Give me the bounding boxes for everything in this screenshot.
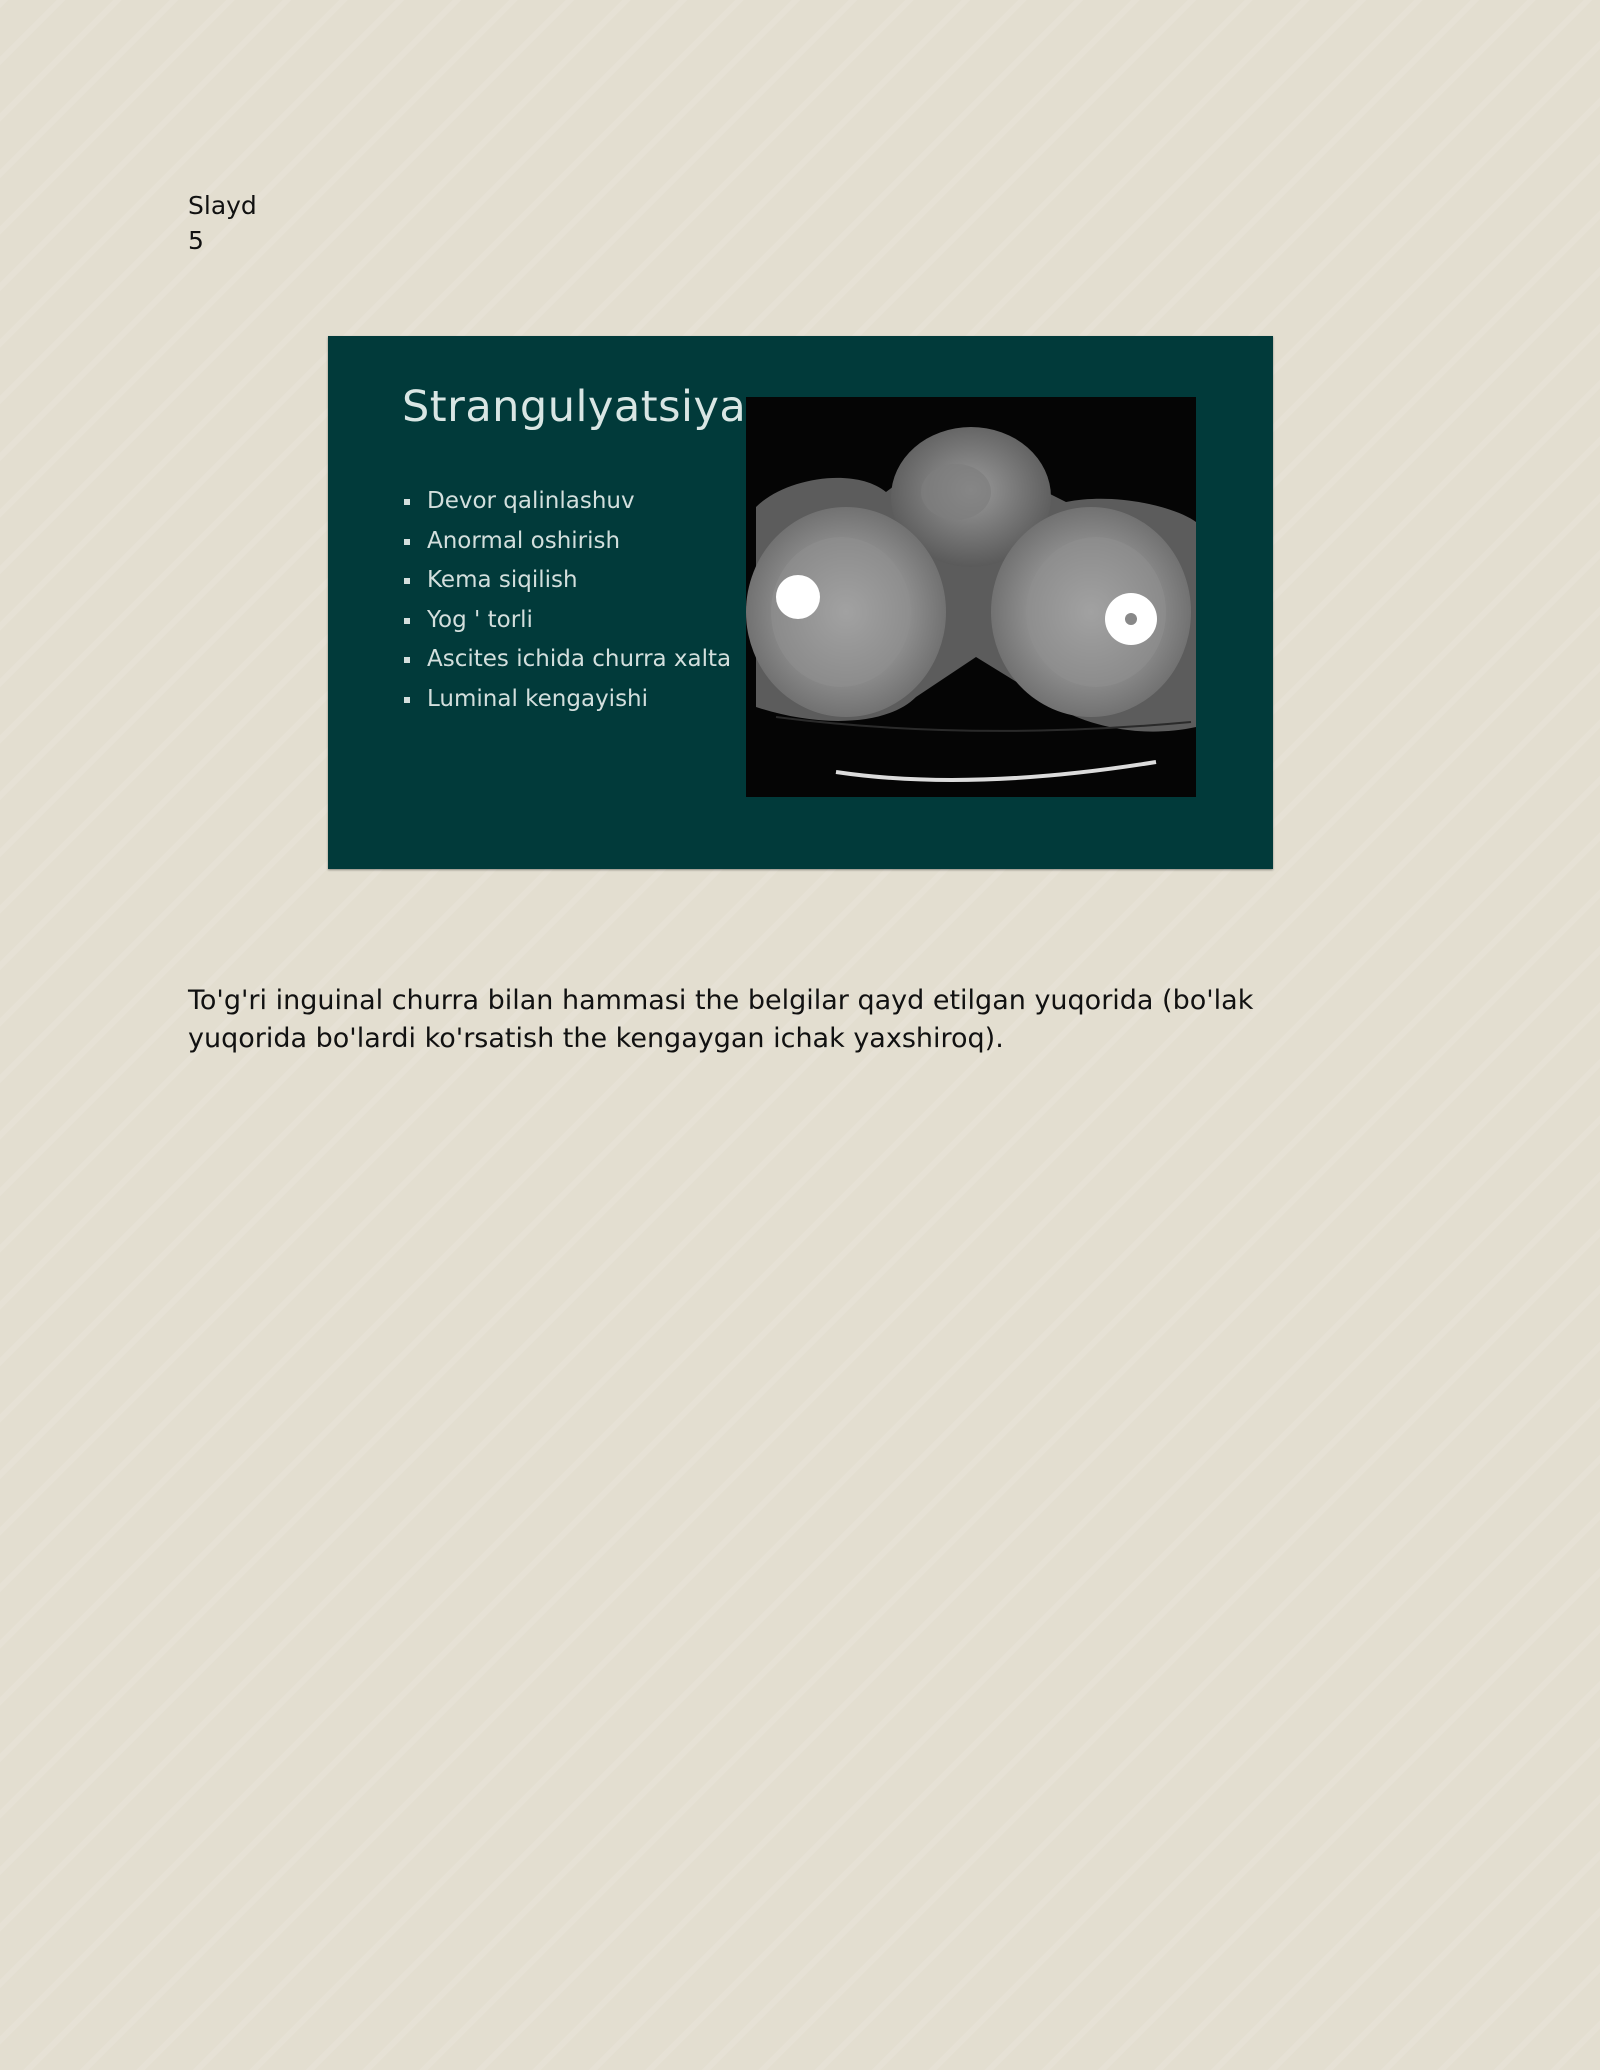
bullet-text: Anormal oshirish [427, 527, 621, 554]
body-paragraph: To'g'ri inguinal churra bilan hammasi the belgilar qayd etilgan yuqorida (bo'lak yuqorida bo'lardi ko'rsatish the kengaygan ichak yaxshiroq). [188, 985, 1254, 1054]
bullet-item [402, 561, 731, 601]
bullet-text: Ascites ichida churra xalta [427, 646, 732, 672]
bullet-item [402, 640, 731, 680]
bullet-item [402, 522, 731, 562]
bullet-text: Kema siqilish [427, 567, 578, 593]
bullet-icon [404, 499, 410, 505]
ct-scan-image [746, 397, 1196, 797]
bullet-item [402, 601, 731, 641]
slide-label-number: 5 [188, 226, 204, 255]
bullet-icon [404, 618, 410, 624]
bullet-text: Yog ' torli [427, 606, 533, 633]
slide-label [188, 188, 257, 258]
bullet-icon [404, 539, 410, 545]
slide-label-word: Slayd [188, 191, 257, 220]
bullet-item [402, 680, 731, 720]
bullet-icon [404, 578, 410, 584]
bullet-item [402, 482, 731, 522]
slide-title: Strangulyatsiya [402, 382, 747, 432]
bullet-icon [404, 657, 410, 663]
bullet-text: Luminal kengayishi [427, 685, 649, 712]
bullet-icon [404, 697, 410, 703]
bullet-text: Devor qalinlashuv [427, 488, 635, 514]
slide-bullet-list [402, 482, 731, 719]
slide-thumbnail [328, 336, 1273, 869]
